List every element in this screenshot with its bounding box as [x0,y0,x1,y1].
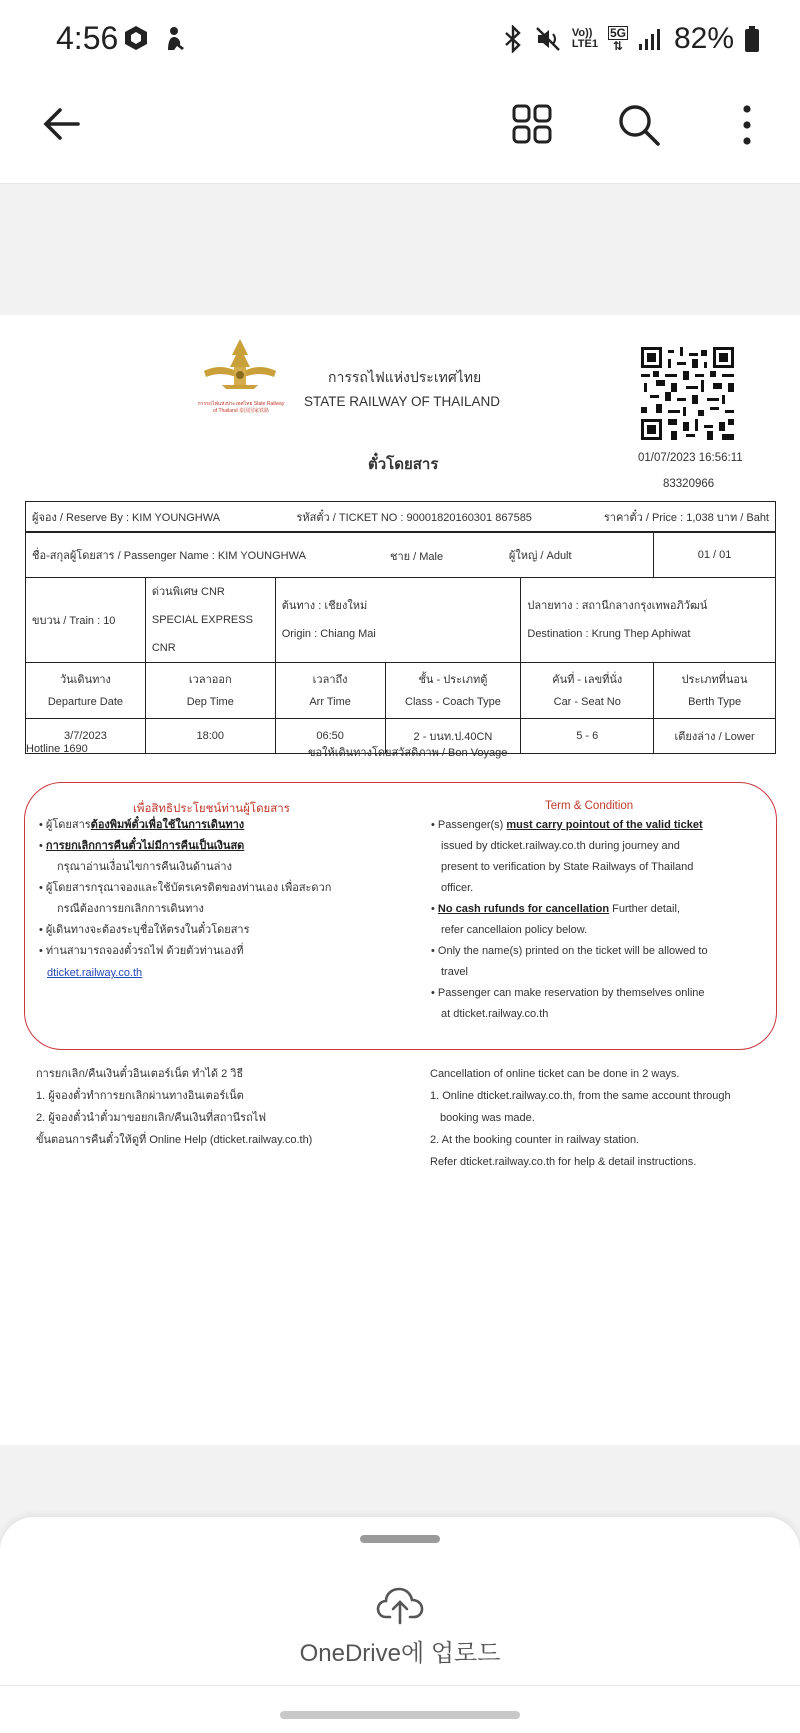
thai-term-5: กรณีต้องการยกเลิกการเดินทาง [57,903,204,915]
ticket-price: ราคาตั๋ว / Price : 1,038 บาท / Baht [603,511,769,524]
passenger-gender: ชาย / Male [390,551,444,563]
header-class-th: ชั้น - ประเภทตู้ [418,673,488,686]
search-icon[interactable] [616,102,662,148]
train-number: ขบวน / Train : 10 [32,615,116,627]
arrival-time: 06:50 [316,730,344,742]
car-seat: 5 - 6 [576,730,599,742]
header-date-th: วันเดินทาง [59,673,111,686]
cancel-en-1: Cancellation of online ticket can be done in 2 ways. [430,1068,680,1080]
terms-title-english: Term & Condition [545,800,634,812]
upload-bottom-sheet [0,1517,800,1733]
sheet-drag-handle[interactable] [360,1535,440,1543]
back-arrow-icon[interactable] [40,102,84,146]
thai-term-4-text: ผู้โดยสารกรุณาจองและใช้บัตรเครดิตของท่านเอง เพื่อสะดวก [45,882,332,894]
header-class-en: Class - Coach Type [405,695,501,708]
berth-type: เตียงล่าง / Lower [674,731,755,743]
ticket-header-row [26,663,776,719]
volte-label: Vo)) [571,27,593,39]
status-time: 4:56 [56,20,119,56]
header-dep-en: Dep Time [186,695,234,708]
destination-thai: ปลายทาง : สถานีกลางกรุงเทพอภิวัฒน์ [527,600,708,612]
origin-thai: ต้นทาง : เชียงใหม่ [281,600,368,612]
header-dep-th: เวลาออก [188,673,232,686]
train-type-english: SPECIAL EXPRESS CNR [151,614,253,654]
thai-term-7: • ท่านสามารถจองตั๋วรถไฟ ด้วยตัวท่านเองที่ [39,945,244,957]
departure-date: 3/7/2023 [64,730,107,742]
english-term-1b: must carry pointout of the valid ticket [506,819,703,831]
destination-english: Destination : Krung Thep Aphiwat [527,628,691,640]
thai-term-4: • ผู้โดยสารกรุณาจองและใช้บัตรเครดิตของท่านเอง เพื่อสะดวก [39,882,332,894]
thai-term-6: • ผู้เดินทางจะต้องระบุชื่อให้ตรงในตั๋วโดยสาร [39,924,250,936]
bluetooth-icon [502,25,524,53]
thai-term-1: • ผู้โดยสารต้องพิมพ์ตั๋วเพื่อใช้ในการเดินทาง [39,819,245,831]
cube-app-icon [122,24,150,52]
signal-icon [638,27,664,51]
cloud-upload-icon [376,1585,424,1625]
qr-code [641,347,734,440]
train-type-thai: ด่วนพิเศษ CNR [151,586,225,598]
english-term-4: officer. [441,882,474,894]
network-indicator [572,28,598,50]
5g-label: 5G [609,26,626,40]
header-berth-th: ประเภทที่นอน [681,673,748,686]
mute-icon [534,25,562,53]
passenger-count: 01 / 01 [697,549,732,561]
onedrive-upload-button[interactable] [280,1577,520,1687]
cancel-th-3: 2. ผู้จองตั๋วนำตั๋วมาขอยกเลิก/คืนเงินที่สถานีรถไฟ [36,1112,267,1124]
app-bar [0,80,800,184]
passenger-type: ผู้ใหญ่ / Adult [508,550,572,562]
cancel-th-1: การยกเลิก/คืนเงินตั๋วอินเตอร์เน็ต ทำได้ 2 วิธี [36,1068,244,1080]
header-arr-en: Arr Time [309,695,351,708]
cancel-en-4: 2. At the booking counter in railway station. [430,1134,640,1146]
cancel-th-4: ขั้นตอนการคืนตั๋วให้ดูที่ Online Help (dticket.railway.co.th) [36,1134,313,1146]
header-seat-en: Car - Seat No [553,695,621,708]
terms-box [24,782,777,1050]
header-berth-en: Berth Type [688,695,742,708]
english-term-6: refer cancellaion policy below. [441,924,588,936]
reservation-row [25,501,776,532]
header-seat-th: คันที่ - เลขที่นั่ง [552,673,623,686]
thai-term-7-text: ท่านสามารถจองตั๋วรถไฟ ด้วยตัวท่านเองที่ [45,945,244,957]
5g-indicator [608,26,628,52]
thai-term-2-text: การยกเลิกการคืนตั๋วไม่มีการคืนเป็นเงินสด [45,840,245,852]
cancel-en-3: booking was made. [440,1112,535,1124]
departure-time: 18:00 [196,730,225,742]
english-term-5b: Further detail, [609,903,680,915]
battery-icon [744,25,760,53]
cancel-en-5: Refer dticket.railway.co.th for help & detail instructions. [430,1156,697,1168]
status-bar [0,0,800,80]
grid-view-icon[interactable] [510,102,554,146]
english-term-7: • Only the name(s) printed on the ticket will be allowed to [431,945,708,957]
org-name-english: STATE RAILWAY OF THAILAND [304,394,501,409]
hotline: Hotline 1690 [26,743,88,755]
bon-voyage: ขอให้เดินทางโดยสวัสดิภาพ / Bon Voyage [308,747,508,759]
thai-term-1a: ผู้โดยสาร [45,819,91,831]
english-term-9-text: Passenger can make reservation by themselves online [437,987,705,999]
more-vertical-icon[interactable] [732,102,762,148]
header-arr-th: เวลาถึง [312,673,348,686]
header-date-en: Departure Date [47,695,124,708]
english-term-3: present to verification by State Railways of Thailand [441,861,694,873]
english-term-2: issued by dticket.railway.co.th during journey and [441,840,680,852]
ticket-number: รหัสตั๋ว / TICKET NO : 90001820160301 867585 [296,511,532,524]
ticket-table [25,532,776,754]
issued-datetime: 01/07/2023 16:56:11 [638,452,743,464]
person-app-icon [160,24,188,52]
cancel-th-2: 1. ผู้จองตั๋วทำการยกเลิกผ่านทางอินเตอร์เน็ต [36,1090,244,1102]
thai-term-3: กรุณาอ่านเงื่อนไขการคืนเงินด้านล่าง [57,861,232,873]
cancel-en-2: 1. Online dticket.railway.co.th, from the same account through [430,1090,731,1102]
data-arrows-icon: ⇅ [612,39,623,53]
thai-term-6-text: ผู้เดินทางจะต้องระบุชื่อให้ตรงในตั๋วโดยสาร [45,924,250,936]
thai-term-2: • การยกเลิกการคืนตั๋วไม่มีการคืนเป็นเงินสด [39,840,245,852]
booking-number: 83320966 [663,478,715,490]
logo-caption: การรถไฟแห่งประเทศไทย State Railway of Thailand 泰国国家铁路 [197,401,285,414]
class-coach: 2 - บนท.ป.40CN [413,731,493,743]
english-term-1: • Passenger(s) must carry pointout of the valid ticket [431,819,703,831]
english-term-1a: Passenger(s) [437,819,507,831]
thai-term-1b: ต้องพิมพ์ตั๋วเพื่อใช้ในการเดินทาง [90,819,245,831]
battery-percent: 82% [673,22,734,55]
origin-english: Origin : Chiang Mai [281,628,376,640]
english-term-9: • Passenger can make reservation by themselves online [431,987,705,999]
english-term-7-text: Only the name(s) printed on the ticket will be allowed to [437,945,708,957]
terms-title-thai: เพื่อสิทธิประโยชน์ท่านผู้โดยสาร [133,803,290,815]
passenger-name: ชื่อ-สกุลผู้โดยสาร / Passenger Name : KIM YOUNGHWA [32,550,306,562]
onedrive-upload-label: OneDrive에 업로드 [299,1640,501,1667]
english-term-8: travel [441,966,468,978]
english-term-5a: No cash rufunds for cancellation [437,903,610,915]
document-title: ตั๋วโดยสาร [368,456,439,473]
reserve-by: ผู้จอง / Reserve By : KIM YOUNGHWA [32,511,221,524]
gesture-nav-bar[interactable] [280,1711,520,1719]
sheet-divider [0,1685,800,1686]
org-name-thai: การรถไฟแห่งประเทศไทย [328,369,482,385]
lte-label: LTE1 [571,38,598,50]
dticket-link[interactable]: dticket.railway.co.th [47,967,143,979]
english-term-5: • No cash rufunds for cancellation Further detail, [431,903,680,915]
english-term-10: at dticket.railway.co.th [441,1008,549,1020]
srt-emblem-logo [200,337,280,397]
